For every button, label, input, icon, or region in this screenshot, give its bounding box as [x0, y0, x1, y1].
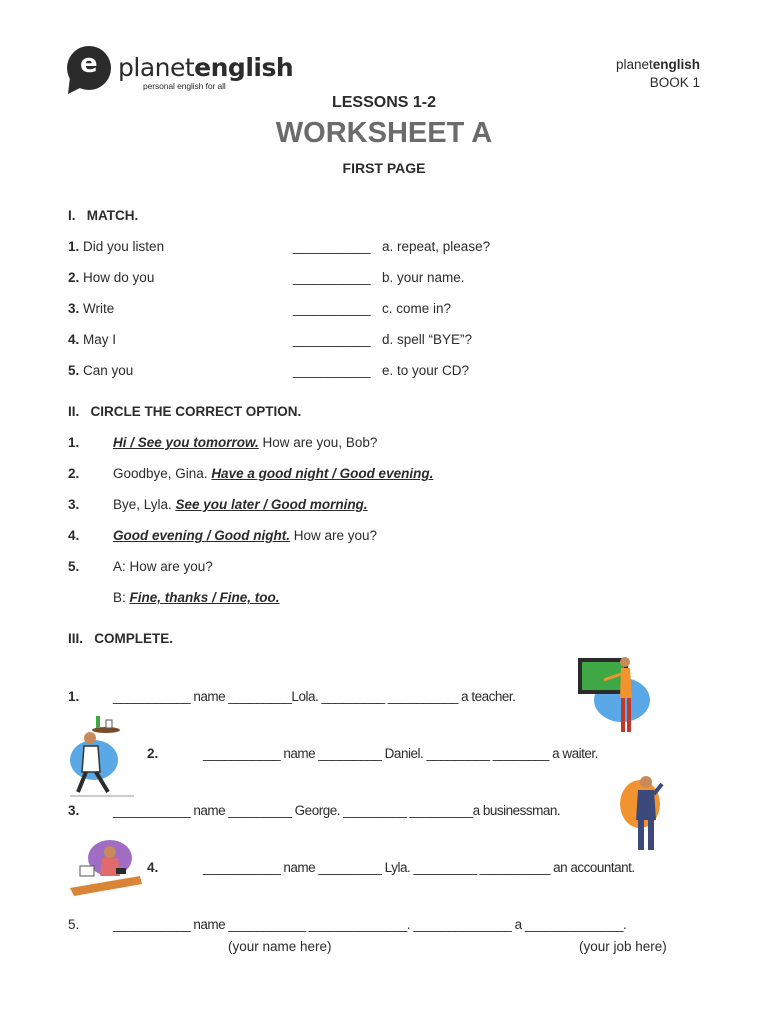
section-2-heading: II. CIRCLE THE CORRECT OPTION.	[68, 404, 302, 419]
match-item	[68, 270, 154, 285]
match-item	[68, 363, 133, 378]
complete-number: 2.	[147, 746, 159, 761]
page-subtitle: FIRST PAGE	[342, 160, 426, 176]
match-item	[68, 332, 116, 347]
option-post: How are you, Bob?	[258, 435, 378, 450]
complete-line[interactable]: ___________ name _________Lola. _________ __________ a teacher.	[113, 689, 516, 704]
header-brand-bold: english	[652, 57, 700, 72]
brand-tagline: personal english for all	[143, 81, 226, 91]
option-choice[interactable]: Fine, thanks / Fine, too.	[129, 590, 280, 605]
complete-number: 3.	[68, 803, 80, 818]
badge-letter: e	[80, 49, 98, 79]
brand-name-light: planet	[118, 53, 195, 82]
option-post: How are you?	[289, 528, 378, 543]
item-number: 4.	[68, 332, 80, 347]
option-line	[113, 559, 213, 574]
complete-line[interactable]: ___________ name _________ Daniel. _________ ________ a waiter.	[203, 746, 598, 761]
section-1-heading: I. MATCH.	[68, 208, 139, 223]
match-left: Write	[83, 301, 115, 316]
match-answer-blank[interactable]: ___________	[293, 301, 371, 316]
match-answer-blank[interactable]: ___________	[293, 239, 371, 254]
match-right: d. spell “BYE”?	[382, 332, 473, 347]
option-line	[113, 590, 280, 605]
match-right: b. your name.	[382, 270, 465, 285]
option-line	[113, 497, 368, 512]
businessman-illustration	[616, 768, 670, 854]
match-right: e. to your CD?	[382, 363, 470, 378]
option-pre: Goodbye, Gina.	[113, 466, 212, 481]
option-choice[interactable]: See you later / Good morning.	[175, 497, 368, 512]
accountant-illustration	[66, 836, 146, 898]
option-number: 2.	[68, 466, 80, 481]
complete-number: 4.	[147, 860, 159, 875]
waiter-illustration	[64, 708, 138, 800]
hint-your-job: (your job here)	[579, 939, 667, 954]
option-pre: Bye, Lyla.	[113, 497, 176, 512]
header-brand	[616, 57, 700, 72]
option-line	[113, 466, 433, 481]
option-pre: A: How are you?	[113, 559, 213, 574]
option-number: 3.	[68, 497, 80, 512]
match-left: May I	[83, 332, 117, 347]
match-item	[68, 239, 164, 254]
match-left: Did you listen	[83, 239, 165, 254]
complete-line[interactable]: ___________ name ___________ ______________. ______________ a ______________.	[113, 917, 627, 932]
item-number: 3.	[68, 301, 80, 316]
option-pre: B:	[113, 590, 130, 605]
item-number: 1.	[68, 239, 80, 254]
complete-number: 1.	[68, 689, 80, 704]
match-left: Can you	[83, 363, 134, 378]
header-brand-light: planet	[615, 57, 653, 72]
match-right: a. repeat, please?	[382, 239, 491, 254]
book-label: BOOK 1	[649, 75, 700, 90]
brand-logo	[66, 45, 294, 95]
complete-number: 5.	[68, 917, 80, 932]
match-answer-blank[interactable]: ___________	[293, 270, 371, 285]
item-number: 5.	[68, 363, 80, 378]
brand-name-bold: english	[194, 53, 294, 82]
section-3-heading: III. COMPLETE.	[68, 631, 174, 646]
option-choice[interactable]: Good evening / Good night.	[113, 528, 290, 543]
option-number: 1.	[68, 435, 80, 450]
option-number: 5.	[68, 559, 80, 574]
brand-wordmark	[118, 53, 293, 82]
option-line	[113, 528, 377, 543]
hint-your-name: (your name here)	[228, 939, 332, 954]
option-choice[interactable]: Hi / See you tomorrow.	[113, 435, 259, 450]
option-number: 4.	[68, 528, 80, 543]
item-number: 2.	[68, 270, 80, 285]
option-choice[interactable]: Have a good night / Good evening.	[211, 466, 434, 481]
worksheet-title: WORKSHEET A	[275, 117, 493, 149]
complete-line[interactable]: ___________ name _________ George. _________ _________a businessman.	[113, 803, 561, 818]
teacher-illustration	[574, 652, 654, 740]
option-line	[113, 435, 377, 450]
complete-line[interactable]: ___________ name _________ Lyla. _________ __________ an accountant.	[203, 860, 635, 875]
match-answer-blank[interactable]: ___________	[293, 332, 371, 347]
match-left: How do you	[83, 270, 155, 285]
match-item	[68, 301, 114, 316]
match-right: c. come in?	[382, 301, 452, 316]
match-answer-blank[interactable]: ___________	[293, 363, 371, 378]
lessons-title: LESSONS 1-2	[331, 94, 437, 111]
header-right	[616, 57, 700, 90]
